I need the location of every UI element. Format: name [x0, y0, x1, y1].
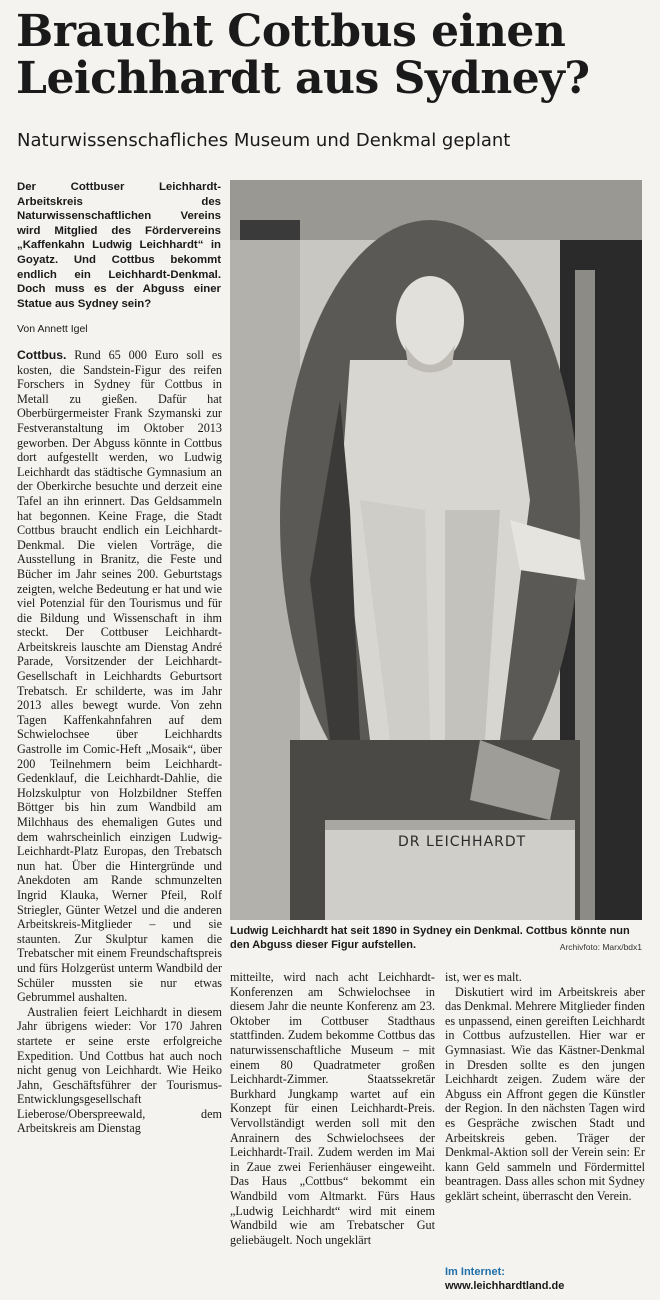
statue-illustration — [230, 180, 642, 920]
body-text: Rund 65 000 Euro soll es kosten, die Sandstein-Figur des reifen Forschers in Sydney für Cottbus in Metall zu gießen. Dafür hat Oberbürgermeister Frank Szymanski zur Festveranstaltung im Oktober 2013 geworben. Der Abguss könnte in Cottbus dort aufgestellt werden, wo Ludwig Leichhardt das städtische Gymnasium an der Oberkirche besuchte und derzeit eine Tafel an ihn erinnert. Das Geldsammeln hat begonnen. Keine Frage, die Stadt Cottbus braucht endlich ein Leichhardt-Denkmal. Die vielen Vorträge, die Ausstellung in Branitz, die Feste und Bücher im Jahr seines 200. Geburtstags zeigten, welche Bedeutung er hat und wie viel Potenzial für den Tourismus und für die Bildung und Wissenschaft in ihm steckt. Der Cottbuser Leichhardt-Arbeitskreis lauschte am Dienstag André Parade, Vorsitzender der Leichhardt-Gesellschaft in Leichhardts Geburtsort Trebatsch. Er schilderte, was im Jahr 2013 alles bewegt wurde. Von zehn Tagen Kaffenkahnfahren auf dem Schwielochsee über Leichhardts Gastrolle im Comic-Heft „Mosaik“, über 200 Teilnehmern beim Leichhardt-Gedenklauf, die Leichhardt-Dahlie, die Holzskulptur von Holzbildner Steffen Böttger bis hin zum Wandbild am Milchhaus des ehemaligen Gutes und dem wahrscheinlich einzigen Ludwig-Leichhardt-Platz Europas, den Trebatsch nun hat. Über die Hintergründe und Anekdoten am Rande schmunzelten Ingrid Klauka, Werner Pfeil, Rolf Striegler, Günter Wetzel und die anderen Arbeitskreis-Mitglieder – und sie staunten. Zur Skulptur kamen die Trebatscher mit einem Freundschaftspreis und fürs Holzgerüst unterm Wandbild der Schüler mussten sie nur etwas Gebrummel aushalten. — [17, 348, 222, 1005]
photo-caption: Ludwig Leichhardt hat seit 1890 in Sydney ein Denkmal. Cottbus könnte nun den Abguss dieser Figur aufstellen. — [230, 925, 630, 951]
body-paragraph: Australien feiert Leichhardt in diesem Jahr übrigens wieder: Vor 170 Jahren startete er seine erste erfolgreiche Expedition. Und Cottbus hat auch noch nicht genug von Leichhardt. Wie Heiko Jahn, Geschäftsführer der Tourismus-Entwicklungsgesellschaft Lieberose/Oberspreewald, dem Arbeitskreis am Dienstag — [17, 1004, 222, 1136]
headline-line-2: Leichhardt aus Sydney? — [16, 53, 590, 104]
body-column-1 — [17, 348, 222, 1293]
photo-credit: Archivfoto: Marx/bdx1 — [559, 942, 642, 952]
internet-label: Im Internet: — [445, 1266, 505, 1278]
headline-line-1: Braucht Cottbus einen — [16, 6, 566, 57]
body-paragraph: Diskutiert wird im Arbeitskreis aber das Denkmal. Mehrere Mitglieder finden es unpassend, einen gereiften Leichhardt in Cottbus aufzustellen. Hier war er Gymnasiast. Wie das Kästner-Denkmal in Dresden sollte es den jungen Leichhardt zeigen. Zudem wäre der Abguss ein Affront gegen die Künstler der Region. In den nächsten Tagen wird es Gespräche zwischen Stadt und Arbeitskreis geben. Träger der Denkmal-Aktion soll der Verein sein: Er kann Geld sammeln und Fördermittel beantragen. Dass alles schon mit Sydney geklärt scheint, überrascht den Verein. — [445, 984, 645, 1203]
byline: Von Annett Igel — [17, 323, 88, 335]
body-column-3 — [445, 970, 645, 1250]
subheadline: Naturwissenschafliches Museum und Denkmal geplant — [17, 130, 511, 151]
body-paragraph: ist, wer es malt. — [445, 970, 522, 984]
dateline: Cottbus. — [17, 348, 67, 362]
lead-paragraph: Der Cottbuser Leichhardt-Arbeitskreis des Naturwissenschaftlichen Vereins wird Mitglied des Fördervereins „Kaffenkahn Ludwig Leichhardt“ in Goyatz. Und Cottbus bekommt endlich ein Leichhardt-Denkmal. Doch muss es der Abguss einer Statue aus Sydney sein? — [17, 181, 221, 310]
body-paragraph — [17, 348, 222, 1005]
body-paragraph: mitteilte, wird nach acht Leichhardt-Konferenzen am Schwielochsee in diesem Jahr die neunte Konferenz am 23. Oktober im Cottbuser Stadthaus stattfinden. Zudem bekomme Cottbus das naturwissenschaftliche Museum – mit einem 80 Quadratmeter großen Leichhardt-Zimmer. Staatssekretär Burkhard Jungkamp wartet auf ein Konzept für einen Leichhardt-Preis. Vervollständigt werden soll mit den Anrainern des Schwielochsees der Leichhardt-Trail. Zudem werden im Mai in Zaue zwei Ferienhäuser eingeweiht. Das Haus „Cottbus“ bekommt ein Wandbild vom Altmarkt. Fürs Haus „Ludwig Leichhardt“ wird mit einem Wandbild wie am Trebatscher Gut geliebäugelt. Noch ungeklärt — [230, 970, 435, 1247]
plinth-inscription: DR LEICHHARDT — [398, 834, 527, 850]
statue-photo — [230, 180, 642, 920]
internet-link[interactable]: www.leichhardtland.de — [445, 1280, 565, 1292]
headline — [16, 8, 646, 102]
body-column-2 — [230, 970, 435, 1295]
